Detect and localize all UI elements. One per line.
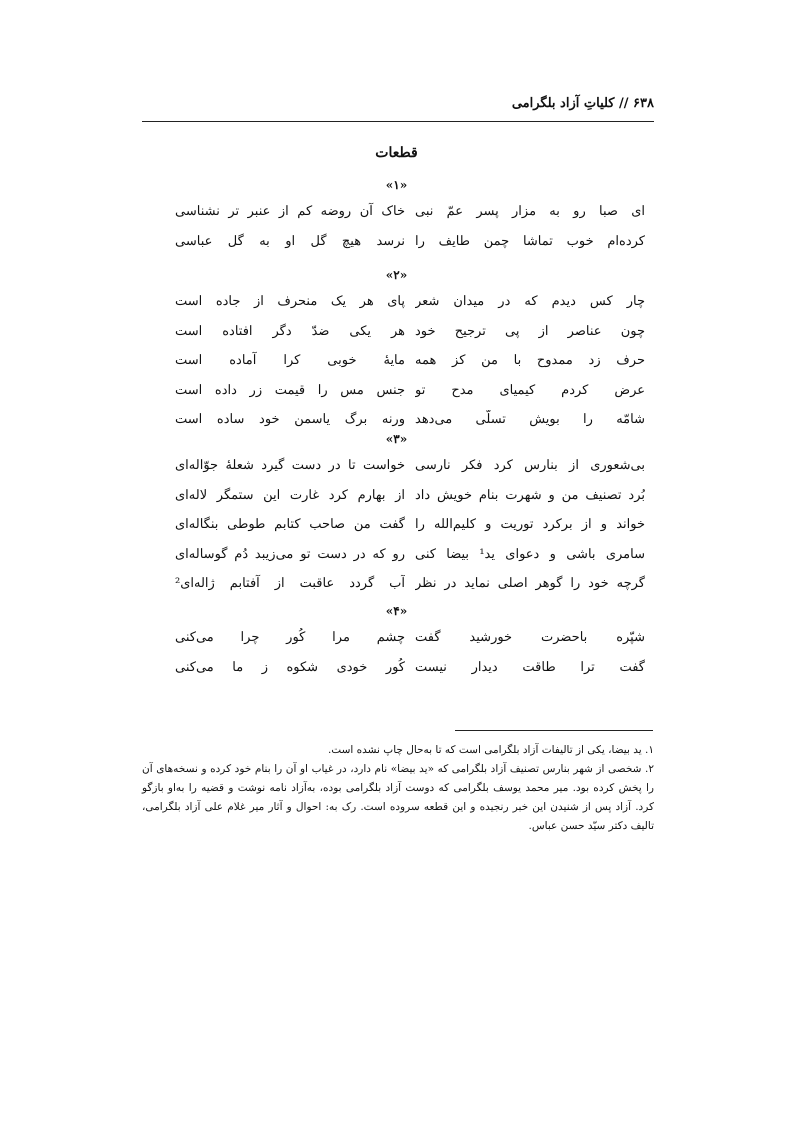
first-hemistich: بی‌شعوری از بنارس کرد فکر نارسی	[415, 458, 645, 473]
second-hemistich: از بهارم کرد غارت این ستمگر لاله‌ای	[175, 487, 405, 503]
poem-1	[175, 202, 645, 261]
first-hemistich: بُرد تصنیف من و شهرت بنام خویش داد	[415, 487, 645, 503]
verse-line	[175, 232, 645, 262]
second-hemistich: چشم مرا کُور چرا می‌کنی	[175, 630, 405, 645]
poem-number: «۲»	[385, 268, 408, 282]
second-hemistich: نرسد هیچ گل او به گل عباسی	[175, 233, 405, 249]
verse-line	[175, 351, 645, 381]
second-hemistich: مایهٔ خوبی کرا آماده است	[175, 353, 405, 368]
first-hemistich: شپّره باحضرت خورشید گفت	[415, 630, 645, 645]
verse-line	[175, 658, 645, 688]
footnotes	[142, 741, 654, 836]
second-hemistich: رو که در دست تو می‌زیبد دُم گوساله‌ای	[175, 546, 405, 562]
second-hemistich: هر یکی ضدّ دگر افتاده است	[175, 323, 405, 339]
second-hemistich: خاک آن روضه کم از عنبر تر نشناسی	[175, 204, 405, 219]
first-hemistich: گرچه خود را گوهر اصلی نماید در نظر	[415, 576, 645, 591]
verse-line	[175, 515, 645, 545]
second-hemistich: پای هر یک منحرف از جاده است	[175, 294, 405, 309]
first-hemistich: چار کس دیدم که در میدان شعر	[415, 294, 645, 309]
running-header: ۶۳۸ // کلیاتِ آزاد بلگرامی	[511, 96, 654, 111]
first-hemistich: گفت ترا طاقت دیدار نیست	[415, 659, 645, 675]
verse-line	[175, 292, 645, 322]
footnote-rule	[455, 730, 653, 731]
poem-number: «۴»	[385, 604, 408, 618]
verse-line	[175, 202, 645, 232]
poem-4	[175, 628, 645, 687]
first-hemistich: چون عناصر از پی ترجیح خود	[415, 323, 645, 339]
verse-line	[175, 322, 645, 352]
footnote-1: ۱. ید بیضا، یکی از تالیفات آزاد بلگرامی است که تا به‌حال چاپ نشده است.	[327, 744, 654, 756]
first-hemistich: حرف زد ممدوح با من کز همه	[415, 353, 645, 368]
second-hemistich: کُور خودی شکوه ز ما می‌کنی	[175, 659, 405, 675]
first-hemistich: ای صبا رو به مزار پسر عمّ نبی	[415, 204, 645, 219]
first-hemistich: شامّه را بویش تسلّی می‌دهد	[415, 412, 645, 427]
poem-number: «۱»	[385, 178, 408, 192]
poem-number: «۳»	[385, 432, 408, 446]
poem-2	[175, 292, 645, 440]
second-hemistich: ورنه برگ یاسمن خود ساده است	[175, 412, 405, 427]
footnote-2: ۲. شخصی از شهر بنارس تصنیف آزاد بلگرامی که «ید بیضا» نام دارد، در غیاب او آن را بنام خود کرده و نسخه‌های آن را پخش کرده بود. میر محمد یوسف بلگرامی که دوست آزاد بلگرامی بوده، به‌آزاد نامه نوشت و قضیه را به‌او بازگو کرد. آزاد پس از شنیدن این خبر رنجیده و این قطعه سروده است. رک به: احوال و آثار میر غلام علی آزاد بلگرامی، تالیف دکتر سیّد حسن عباس.	[142, 763, 654, 832]
first-hemistich: کرده‌ام خوب تماشا چمن طایف را	[415, 233, 645, 249]
second-hemistich: خواست تا در دست گیرد شعلهٔ جوّاله‌ای	[175, 458, 405, 473]
verse-line	[175, 574, 645, 604]
first-hemistich: عرض کردم کیمیای مدح تو	[415, 382, 645, 398]
second-hemistich: جنس مس را قیمت زر داده است	[175, 382, 405, 398]
second-hemistich: گفت من صاحب کتابم طوطی بنگاله‌ای	[175, 517, 405, 532]
section-title: قطعات	[375, 145, 418, 161]
second-hemistich: آب گردد عاقبت از آفتابم ژاله‌ای²	[175, 576, 405, 591]
poem-3	[175, 456, 645, 604]
first-hemistich: خواند و از برکرد توریت و کلیم‌الله را	[415, 517, 645, 532]
verse-line	[175, 456, 645, 486]
verse-line	[175, 486, 645, 516]
verse-line	[175, 545, 645, 575]
verse-line	[175, 628, 645, 658]
first-hemistich: سامری باشی و دعوای ید¹ بیضا کنی	[415, 546, 645, 562]
verse-line	[175, 381, 645, 411]
header-rule	[142, 121, 654, 122]
